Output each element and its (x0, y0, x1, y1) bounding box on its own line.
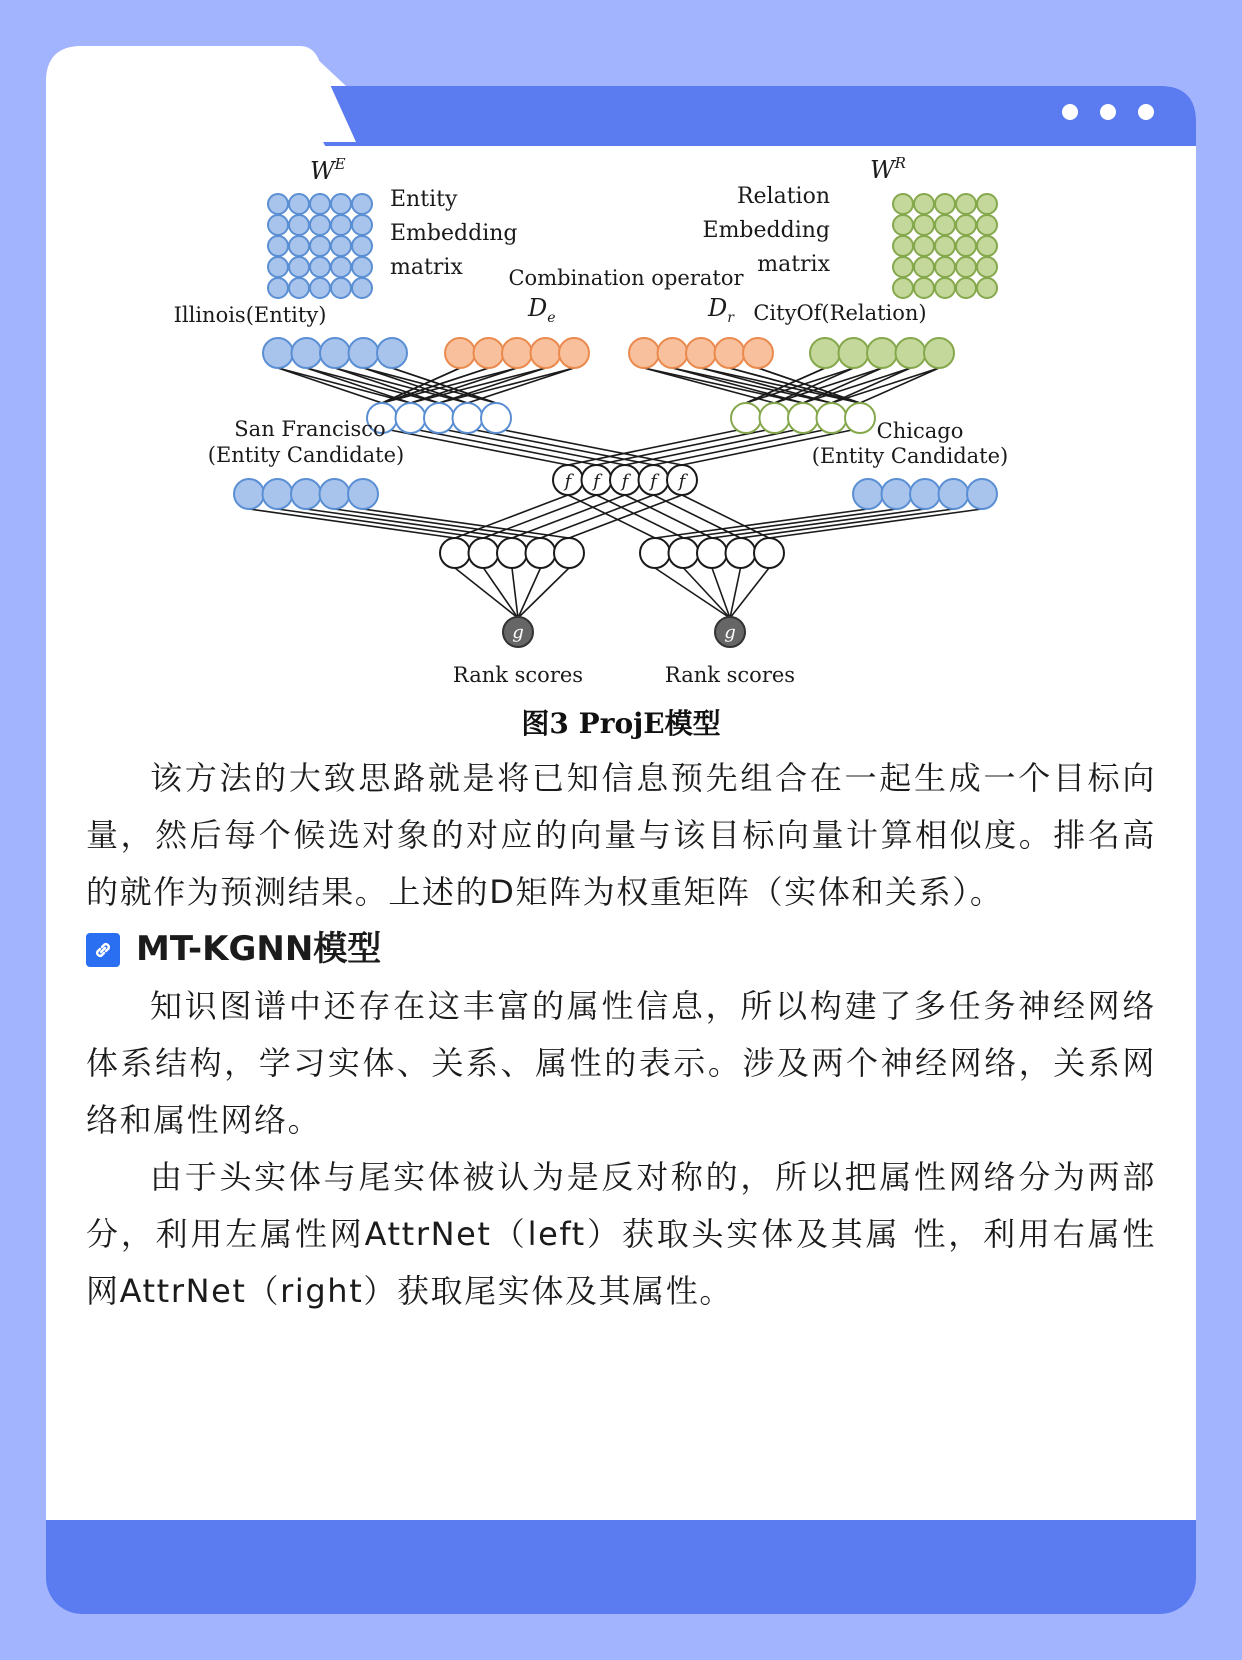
entity-matrix-node (310, 194, 330, 214)
relation-matrix-node (914, 215, 934, 235)
section-heading (86, 921, 1156, 978)
right-matrix-label-2: Embedding (702, 218, 830, 243)
edge (712, 509, 925, 538)
entity-input-node (320, 338, 350, 368)
left-candidate-label-1: San Francisco (234, 417, 386, 441)
edge (769, 509, 982, 538)
right-candidate-node (967, 479, 997, 509)
left-candidate-node (263, 479, 293, 509)
dr-operator-node (686, 338, 716, 368)
rank-scores-right: Rank scores (664, 663, 796, 687)
right-candidate-label-1: Chicago (876, 419, 964, 443)
relation-input-node (867, 338, 897, 368)
entity-matrix-node (289, 278, 309, 298)
f-node-label: f (678, 471, 686, 492)
edge (278, 368, 411, 403)
right-candidate-node (939, 479, 969, 509)
edge (541, 495, 654, 538)
relation-projection-node (731, 403, 761, 433)
relation-input-node (924, 338, 954, 368)
edge (468, 368, 575, 403)
relation-matrix-node (914, 257, 934, 277)
right-score-node (754, 538, 784, 568)
f-node-label: f (593, 471, 600, 492)
de-label: $D_e$ (528, 294, 556, 326)
entity-matrix-node (268, 257, 288, 277)
relation-matrix-node (956, 278, 976, 298)
relation-matrix-node (935, 278, 955, 298)
edge (411, 368, 518, 403)
edge (335, 509, 541, 538)
relation-matrix-node (935, 194, 955, 214)
relation-matrix-node (977, 194, 997, 214)
right-candidate-node (853, 479, 883, 509)
relation-matrix-node (977, 215, 997, 235)
combination-label: Combination operator (508, 266, 744, 290)
entity-matrix-node (352, 236, 372, 256)
entity-input-node (349, 338, 379, 368)
g-node-label: g (724, 622, 736, 643)
entity-input-node (263, 338, 293, 368)
left-matrix-label-3: matrix (390, 255, 463, 280)
right-score-node (669, 538, 699, 568)
relation-projection-node (760, 403, 790, 433)
edge (684, 509, 897, 538)
right-score-node (726, 538, 756, 568)
left-score-node (526, 538, 556, 568)
relation-matrix-node (893, 215, 913, 235)
right-score-node (697, 538, 727, 568)
relation-matrix-node (914, 278, 934, 298)
entity-matrix-node (352, 257, 372, 277)
entity-matrix-node (268, 215, 288, 235)
edge (803, 368, 911, 403)
left-score-node (440, 538, 470, 568)
entity-matrix-node (352, 194, 372, 214)
de-operator-node (531, 338, 561, 368)
entity-matrix-node (310, 215, 330, 235)
right-candidate-label-2: (Entity Candidate) (811, 444, 1009, 468)
edge (249, 509, 455, 538)
figure-caption: 图3 ProjE模型 (521, 707, 721, 740)
entity-matrix-node (289, 215, 309, 235)
relation-projection-node (845, 403, 875, 433)
right-matrix-label-3: matrix (757, 252, 830, 277)
relation-matrix-node (935, 236, 955, 256)
relation-input-node (810, 338, 840, 368)
entity-matrix-node (331, 236, 351, 256)
relation-matrix-node (893, 257, 913, 277)
right-matrix-title: $W^R$ (870, 154, 906, 184)
footer-bar (46, 1520, 1196, 1614)
left-score-node (554, 538, 584, 568)
edge (439, 368, 546, 403)
edge (278, 368, 382, 403)
relation-matrix-node (956, 236, 976, 256)
right-candidate-node (910, 479, 940, 509)
edge (518, 568, 541, 618)
relation-matrix-node (977, 257, 997, 277)
entity-matrix-node (331, 194, 351, 214)
section-title: MT-KGNN模型 (136, 929, 382, 969)
entity-projection-node (481, 403, 511, 433)
relation-input-node (896, 338, 926, 368)
link-icon (86, 933, 120, 967)
entity-matrix-node (310, 236, 330, 256)
left-candidate-node (291, 479, 321, 509)
relation-matrix-node (977, 236, 997, 256)
three-dots-icon (1062, 104, 1154, 120)
right-score-node (640, 538, 670, 568)
edge (684, 568, 731, 618)
edge (455, 495, 568, 538)
de-operator-node (559, 338, 589, 368)
entity-matrix-node (289, 194, 309, 214)
edge (335, 368, 439, 403)
article-text (86, 750, 1156, 1320)
proje-diagram (150, 150, 1050, 740)
entity-matrix-node (331, 257, 351, 277)
entity-matrix-node (268, 194, 288, 214)
f-node-label: f (564, 471, 572, 492)
relation-input-label: CityOf(Relation) (753, 301, 927, 325)
relation-matrix-node (914, 236, 934, 256)
entity-input-node (292, 338, 322, 368)
edge (476, 430, 654, 465)
relation-matrix-node (914, 194, 934, 214)
left-score-node (497, 538, 527, 568)
edge (655, 568, 730, 618)
relation-input-node (839, 338, 869, 368)
left-matrix-title: $W^E$ (310, 155, 346, 185)
relation-matrix-node (935, 257, 955, 277)
edge (512, 495, 625, 538)
entity-matrix-node (352, 278, 372, 298)
relation-matrix-node (935, 215, 955, 235)
de-operator-node (474, 338, 504, 368)
entity-projection-node (396, 403, 426, 433)
entity-matrix-node (331, 278, 351, 298)
edge (455, 568, 518, 618)
relation-matrix-node (956, 194, 976, 214)
edge (278, 509, 484, 538)
right-matrix-label-1: Relation (736, 184, 830, 209)
dr-operator-node (743, 338, 773, 368)
left-candidate-label-2: (Entity Candidate) (207, 443, 405, 467)
left-score-node (469, 538, 499, 568)
relation-matrix-node (956, 215, 976, 235)
entity-matrix-node (268, 278, 288, 298)
entity-matrix-node (310, 257, 330, 277)
left-candidate-node (320, 479, 350, 509)
edge (569, 495, 682, 538)
relation-matrix-node (893, 236, 913, 256)
edge (419, 430, 597, 465)
edge (832, 368, 940, 403)
dr-label: $D_r$ (708, 294, 734, 326)
f-node-label: f (650, 471, 657, 492)
relation-projection-node (788, 403, 818, 433)
entity-matrix-node (289, 236, 309, 256)
entity-projection-node (453, 403, 483, 433)
relation-matrix-node (893, 194, 913, 214)
relation-projection-node (817, 403, 847, 433)
f-node-label: f (621, 471, 629, 492)
dr-operator-node (629, 338, 659, 368)
dr-operator-node (715, 338, 745, 368)
de-operator-node (502, 338, 532, 368)
edge (775, 368, 883, 403)
edge (439, 368, 574, 403)
edge (712, 568, 730, 618)
entity-projection-node (424, 403, 454, 433)
entity-matrix-node (268, 236, 288, 256)
relation-matrix-node (956, 257, 976, 277)
rank-scores-left: Rank scores (452, 663, 584, 687)
relation-matrix-node (977, 278, 997, 298)
edge (741, 509, 954, 538)
entity-matrix-node (310, 278, 330, 298)
edge (382, 368, 489, 403)
left-candidate-node (234, 479, 264, 509)
paragraph-1: 该方法的大致思路就是将已知信息预先组合在一起生成一个目标向量，然后每个候选对象的对应的向量与该目标向量计算相似度。排名高的就作为预测结果。上述的D矩阵为权重矩阵（实体和关系）。 (86, 759, 1156, 911)
entity-input-label: Illinois(Entity) (173, 303, 327, 327)
left-candidate-node (348, 479, 378, 509)
paragraph-3: 由于头实体与尾实体被认为是反对称的，所以把属性网络分为两部分，利用左属性网AttrNet（left）获取头实体及其属 性，利用右属性网AttrNet（right）获取尾实体及其属性。 (86, 1158, 1156, 1310)
paragraph-2: 知识图谱中还存在这丰富的属性信息，所以构建了多任务神经网络体系结构，学习实体、关系、属性的表示。涉及两个神经网络，关系网络和属性网络。 (86, 987, 1156, 1139)
edge (484, 495, 597, 538)
relation-matrix-node (893, 278, 913, 298)
entity-matrix-node (352, 215, 372, 235)
entity-matrix-node (331, 215, 351, 235)
g-node-label: g (512, 622, 524, 643)
dr-operator-node (658, 338, 688, 368)
entity-matrix-node (289, 257, 309, 277)
edge (390, 430, 568, 465)
entity-input-node (377, 338, 407, 368)
edge (447, 430, 625, 465)
de-operator-node (445, 338, 475, 368)
left-matrix-label-2: Embedding (390, 221, 518, 246)
edge (306, 509, 512, 538)
edge (518, 568, 569, 618)
left-matrix-label-1: Entity (390, 187, 458, 212)
right-candidate-node (882, 479, 912, 509)
